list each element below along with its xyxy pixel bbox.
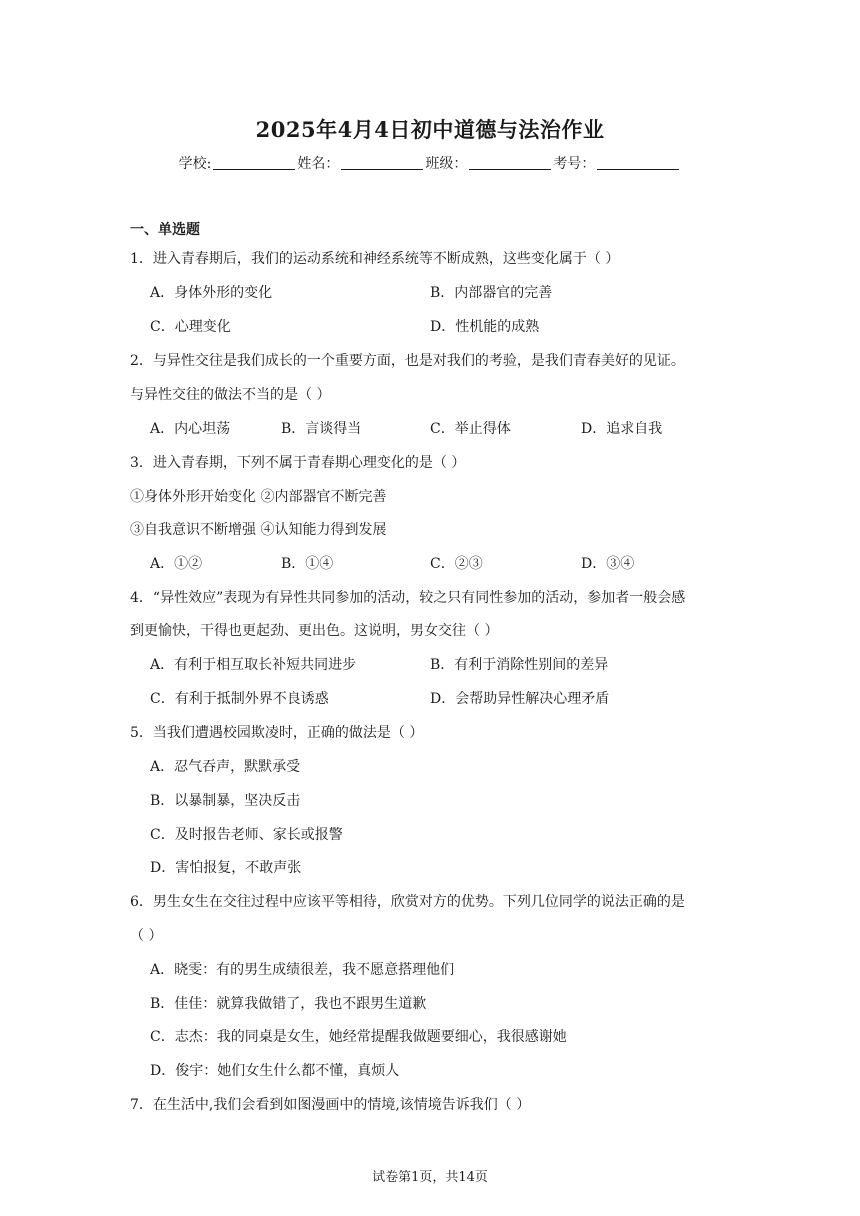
question-7-stem: 7．在生活中,我们会看到如图漫画中的情境,该情境告诉我们（ ）: [130, 1097, 531, 1113]
q1-option-a[interactable]: A．身体外形的变化: [150, 285, 273, 301]
q5-option-c[interactable]: C．及时报告老师、家长或报警: [150, 827, 343, 843]
page-footer: 试卷第1页，共14页: [372, 1170, 488, 1185]
student-info-row: [0, 153, 860, 173]
q2-option-d[interactable]: D．追求自我: [581, 421, 663, 437]
question-5-stem: 5．当我们遭遇校园欺凌时，正确的做法是（ ）: [130, 725, 424, 741]
q6-option-a[interactable]: A．晓雯：有的男生成绩很差，我不愿意搭理他们: [150, 962, 455, 978]
exam-no-label: 考号：: [553, 156, 596, 172]
question-3-stem: 3．进入青春期，下列不属于青春期心理变化的是（ ）: [130, 455, 466, 471]
q3-option-b[interactable]: B．①④: [281, 556, 334, 572]
question-1-stem: 1．进入青春期后，我们的运动系统和神经系统等不断成熟，这些变化属于（ ）: [130, 251, 620, 267]
q1-option-c[interactable]: C．心理变化: [150, 319, 231, 335]
name-blank[interactable]: [341, 155, 423, 170]
q4-option-d[interactable]: D．会帮助异性解决心理矛盾: [430, 691, 610, 707]
q4-option-b[interactable]: B．有利于消除性别间的差异: [430, 657, 609, 673]
q4-option-c[interactable]: C．有利于抵制外界不良诱惑: [150, 691, 329, 707]
page-title: 2025年4月4日初中道德与法治作业: [255, 117, 605, 142]
q5-option-d[interactable]: D．害怕报复，不敢声张: [150, 860, 302, 876]
question-3-item-1-2: ①身体外形开始变化 ②内部器官不断完善: [130, 489, 387, 505]
q2-option-b[interactable]: B．言谈得当: [281, 421, 362, 437]
question-6-stem: 6．男生女生在交往过程中应该平等相待，欣赏对方的优势。下列几位同学的说法正确的是: [130, 894, 685, 910]
class-label: 班级：: [425, 156, 468, 172]
question-3-item-3-4: ③自我意识不断增强 ④认知能力得到发展: [130, 522, 387, 538]
q2-option-a[interactable]: A．内心坦荡: [150, 421, 231, 437]
q6-option-d[interactable]: D．俊宇：她们女生什么都不懂，真烦人: [150, 1063, 400, 1079]
q1-option-b[interactable]: B．内部器官的完善: [430, 285, 553, 301]
q3-option-c[interactable]: C．②③: [430, 556, 483, 572]
school-label: 学校:: [178, 156, 212, 172]
question-2-stem-cont: 与异性交往的做法不当的是（ ）: [130, 387, 331, 403]
school-blank[interactable]: [213, 155, 295, 170]
q6-option-b[interactable]: B．佳佳：就算我做错了，我也不跟男生道歉: [150, 996, 427, 1012]
q2-option-c[interactable]: C．举止得体: [430, 421, 511, 437]
q4-option-a[interactable]: A．有利于相互取长补短共同进步: [150, 657, 357, 673]
q3-option-d[interactable]: D．③④: [581, 556, 635, 572]
question-2-stem: 2．与异性交往是我们成长的一个重要方面，也是对我们的考验，是我们青春美好的见证。: [130, 353, 685, 369]
q6-option-c[interactable]: C．志杰：我的同桌是女生，她经常提醒我做题要细心，我很感谢她: [150, 1029, 567, 1045]
question-6-stem-cont: （ ）: [130, 928, 163, 944]
class-blank[interactable]: [469, 155, 551, 170]
q3-option-a[interactable]: A．①②: [150, 556, 203, 572]
section-heading: 一、单选题: [130, 222, 200, 238]
question-4-stem-cont: 到更愉快，干得也更起劲、更出色。这说明，男女交往（ ）: [130, 623, 499, 639]
exam-no-blank[interactable]: [597, 155, 679, 170]
q5-option-b[interactable]: B．以暴制暴，坚决反击: [150, 793, 301, 809]
q1-option-d[interactable]: D．性机能的成熟: [430, 319, 540, 335]
name-label: 姓名：: [297, 156, 340, 172]
question-4-stem: 4．“异性效应”表现为有异性共同参加的活动，较之只有同性参加的活动，参加者一般会感: [130, 590, 686, 606]
q5-option-a[interactable]: A．忍气吞声，默默承受: [150, 759, 301, 775]
